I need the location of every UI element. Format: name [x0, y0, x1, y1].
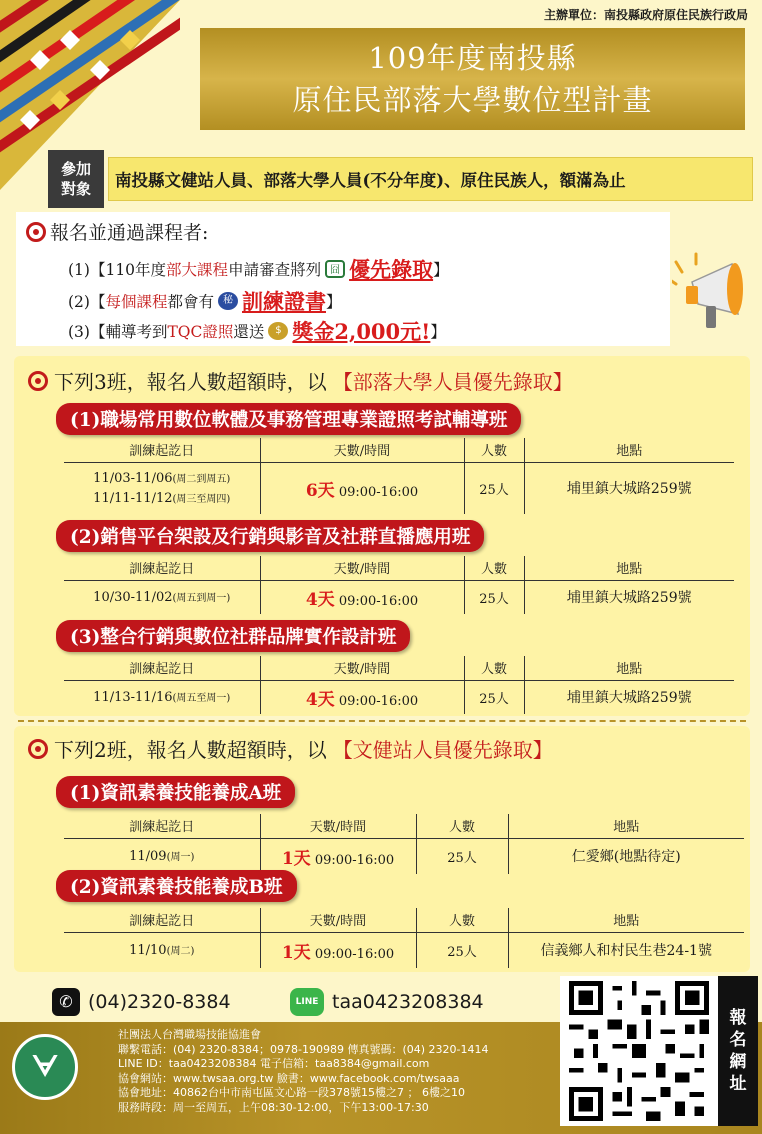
- signup-title: [26, 218, 208, 245]
- header-dates: 訓練起訖日: [64, 656, 260, 680]
- benefit-3-prefix: (3)【輔導考到: [68, 323, 168, 341]
- people-cell: 25人: [464, 580, 524, 614]
- target-audience: [48, 150, 753, 208]
- section1-heading-highlight: 【部落大學人員優先錄取】: [332, 370, 573, 394]
- footer-info: [118, 1028, 489, 1115]
- days-cell: [260, 462, 464, 514]
- table-row: [64, 838, 744, 874]
- header-location: 地點: [508, 908, 744, 932]
- location-cell: 仁愛鄉(地點待定): [508, 838, 744, 874]
- dates-line1: 11/10: [129, 943, 167, 959]
- footer-web: 協會網站：www.twsaa.org.tw 臉書：www.facebook.com/twsaaa: [118, 1071, 460, 1085]
- days-cell: [260, 932, 416, 968]
- people-cell: 25人: [464, 462, 524, 514]
- benefit-1-prefix: (1)【110年度: [68, 261, 167, 279]
- people-cell: 25人: [464, 680, 524, 714]
- benefit-3-red: TQC證照: [167, 323, 234, 341]
- benefit-2-red: 每個課程: [105, 293, 168, 311]
- title-line1: 109年度南投縣: [368, 41, 577, 75]
- dates-note1: (周二): [166, 946, 195, 958]
- target-icon: [26, 222, 46, 242]
- location-cell: 埔里鎮大城路259號: [524, 680, 734, 714]
- approval-icon: 囧: [325, 260, 345, 278]
- course-table: [64, 814, 744, 874]
- header-dates: 訓練起訖日: [64, 438, 260, 462]
- certificate-icon: 秘: [218, 292, 238, 310]
- footer-org: 社團法人台灣職場技能協進會: [118, 1028, 261, 1041]
- header-location: 地點: [524, 656, 734, 680]
- header-days: 天數/時間: [260, 556, 464, 580]
- days-value: 1天: [281, 848, 311, 869]
- target-badge-line2: 對象: [60, 180, 91, 198]
- dates-line1: 11/09: [129, 849, 167, 865]
- benefit-2-highlight: 訓練證書: [242, 289, 326, 314]
- time-value: 09:00-16:00: [338, 693, 419, 709]
- section1-heading-text: 下列3班，報名人數超額時，以: [54, 370, 327, 394]
- table-row: [64, 680, 734, 714]
- section-divider: [18, 720, 746, 722]
- days-value: 4天: [305, 589, 335, 610]
- course-title: (1)職場常用數位軟體及事務管理專業證照考試輔導班: [56, 403, 521, 435]
- days-cell: [260, 680, 464, 714]
- location-cell: 埔里鎮大城路259號: [524, 462, 734, 514]
- course-title: (2)銷售平台架設及行銷與影音及社群直播應用班: [56, 520, 484, 552]
- course-table: [64, 656, 734, 714]
- benefit-3-suffix: 】: [430, 323, 446, 341]
- header-people: 人數: [464, 438, 524, 462]
- target-icon: [28, 371, 48, 391]
- qr-label-char: 址: [729, 1074, 747, 1094]
- section-culture-station-priority: [14, 726, 750, 972]
- header-people: 人數: [416, 908, 508, 932]
- dates-line1: 10/30-11/02: [93, 590, 173, 606]
- header-dates: 訓練起訖日: [64, 556, 260, 580]
- time-value: 09:00-16:00: [338, 593, 419, 609]
- footer-hours: 服務時段：周一至周五，上午08:30-12:00，下午13:00-17:30: [118, 1100, 429, 1114]
- location-cell: 信義鄉人和村民生巷24-1號: [508, 932, 744, 968]
- qr-label-char: 名: [729, 1030, 747, 1050]
- qr-code-icon: [565, 981, 713, 1121]
- header-location: 地點: [524, 438, 734, 462]
- time-value: 09:00-16:00: [314, 852, 395, 868]
- phone-contact[interactable]: [52, 988, 231, 1016]
- phone-number: (04)2320-8384: [88, 991, 231, 1013]
- section2-heading-text: 下列2班，報名人數超額時，以: [54, 738, 327, 762]
- signup-benefits: [16, 212, 670, 346]
- table-row: [64, 462, 734, 514]
- dates-note1: (周一): [166, 852, 195, 864]
- dates-cell: [64, 932, 260, 968]
- organizer-text: 主辦單位：南投縣政府原住民族行政局: [543, 8, 748, 22]
- benefit-3: [68, 316, 446, 346]
- footer-address: 協會地址：40862台中市南屯區文心路一段378號15樓之7 ； 6樓之10: [118, 1086, 465, 1099]
- benefit-1-highlight: 優先錄取: [349, 257, 434, 282]
- table-row: [64, 932, 744, 968]
- header-location: 地點: [524, 556, 734, 580]
- benefit-2-middle: 都會有: [167, 293, 214, 311]
- dates-note1: (周五到周一): [172, 593, 231, 605]
- line-app-icon: LINE: [290, 988, 324, 1016]
- days-value: 4天: [305, 689, 335, 710]
- line-contact[interactable]: [290, 988, 484, 1016]
- title-line2: 原住民部落大學數位型計畫: [292, 83, 653, 117]
- dates-note1: (周五至周一): [172, 693, 231, 705]
- signup-url-label: [718, 976, 758, 1126]
- qr-label-char: 網: [729, 1052, 747, 1072]
- association-logo: ᗄ: [12, 1034, 78, 1100]
- header-days: 天數/時間: [260, 438, 464, 462]
- days-cell: [260, 838, 416, 874]
- benefit-1-suffix: 】: [433, 261, 449, 279]
- time-value: 09:00-16:00: [314, 946, 395, 962]
- phone-icon: ✆: [52, 988, 80, 1016]
- title-banner: [200, 28, 745, 130]
- footer-line: LINE ID：taa0423208384 電子信箱：taa8384@gmail.com: [118, 1057, 430, 1070]
- course-title: (1)資訊素養技能養成A班: [56, 776, 295, 808]
- benefit-2: [68, 286, 342, 316]
- header-people: 人數: [464, 656, 524, 680]
- header-days: 天數/時間: [260, 656, 464, 680]
- benefit-1-middle: 申請審查將列: [228, 261, 322, 279]
- benefit-3-middle: 還送: [233, 323, 265, 341]
- signup-title-text: 報名並通過課程者:: [50, 222, 209, 244]
- section2-heading-highlight: 【文健站人員優先錄取】: [332, 738, 553, 762]
- megaphone-icon: [672, 252, 752, 342]
- dates-cell: [64, 838, 260, 874]
- header-dates: 訓練起訖日: [64, 908, 260, 932]
- dates-cell: [64, 580, 260, 614]
- section2-heading: [28, 734, 553, 763]
- dates-cell: [64, 680, 260, 714]
- people-cell: 25人: [416, 838, 508, 874]
- header-location: 地點: [508, 814, 744, 838]
- dates-line2: 11/11-11/12: [93, 491, 173, 507]
- header-days: 天數/時間: [260, 814, 416, 838]
- section1-heading: [28, 366, 573, 395]
- qr-label-char: 報: [729, 1008, 747, 1028]
- course-table: [64, 438, 734, 514]
- days-value: 6天: [305, 480, 335, 501]
- header-dates: 訓練起訖日: [64, 814, 260, 838]
- course-table: [64, 908, 744, 968]
- people-cell: 25人: [416, 932, 508, 968]
- target-icon: [28, 739, 48, 759]
- dates-note1: (周二到周五): [172, 474, 231, 486]
- benefit-1: [68, 254, 449, 284]
- dates-note2: (周三至周四): [172, 494, 231, 506]
- target-badge-line1: 參加: [60, 160, 91, 178]
- signup-qr-code[interactable]: [560, 976, 718, 1126]
- section-tribal-priority: [14, 356, 750, 716]
- benefit-1-red: 部大課程: [166, 261, 229, 279]
- days-cell: [260, 580, 464, 614]
- benefit-3-highlight: 獎金2,000元!: [292, 319, 431, 344]
- dates-line1: 11/03-11/06: [93, 471, 173, 487]
- benefit-2-prefix: (2)【: [68, 293, 106, 311]
- dates-cell: [64, 462, 260, 514]
- line-id: taa0423208384: [332, 991, 484, 1013]
- benefit-2-suffix: 】: [326, 293, 342, 311]
- money-bag-icon: $: [268, 322, 288, 340]
- target-text: 南投縣文健站人員、部落大學人員(不分年度)、原住民族人，額滿為止: [108, 157, 753, 201]
- course-table: [64, 556, 734, 614]
- course-title: (2)資訊素養技能養成B班: [56, 870, 297, 902]
- course-title: (3)整合行銷與數位社群品牌實作設計班: [56, 620, 410, 652]
- header-days: 天數/時間: [260, 908, 416, 932]
- header-people: 人數: [464, 556, 524, 580]
- target-badge: [48, 150, 104, 208]
- time-value: 09:00-16:00: [338, 484, 419, 500]
- dates-line1: 11/13-11/16: [93, 690, 173, 706]
- header-people: 人數: [416, 814, 508, 838]
- table-row: [64, 580, 734, 614]
- location-cell: 埔里鎮大城路259號: [524, 580, 734, 614]
- days-value: 1天: [281, 942, 311, 963]
- footer-tel: 聯繫電話：(04) 2320-8384；0978-190989 傳真號碼：(04) 2320-1414: [118, 1042, 489, 1056]
